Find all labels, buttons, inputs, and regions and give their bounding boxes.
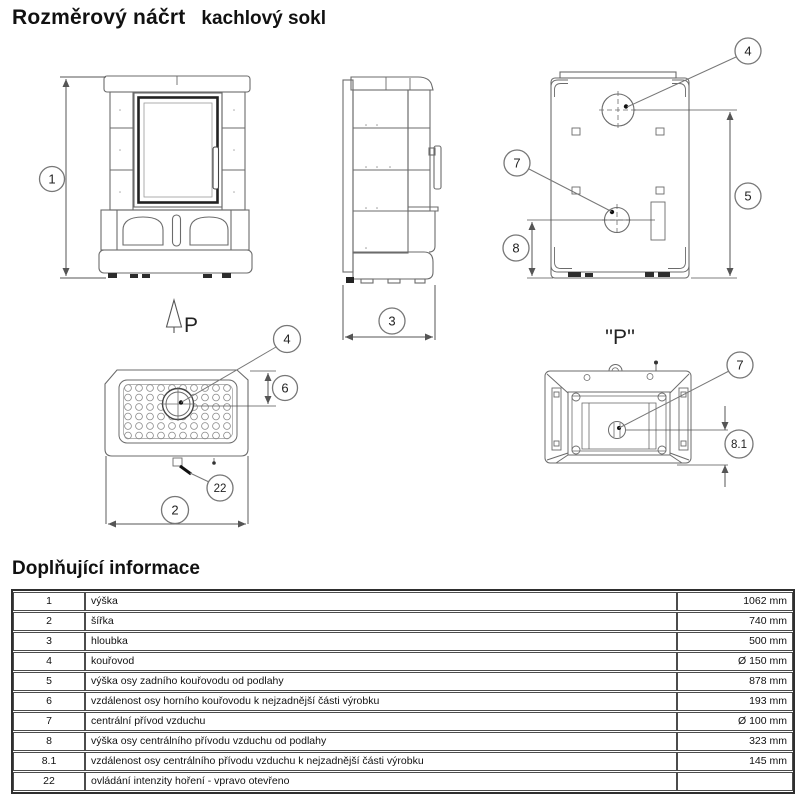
side-crown xyxy=(351,77,433,90)
row-num: 4 xyxy=(13,652,85,671)
intensity-control-knob xyxy=(173,458,182,466)
pin-from-below xyxy=(654,361,658,372)
row-desc: výška osy centrálního přívodu vzduchu od podlahy xyxy=(85,732,677,751)
flue-opening xyxy=(599,91,637,129)
row-desc: výška osy zadního kouřovodu od podlahy xyxy=(85,672,677,691)
side-view xyxy=(343,77,441,283)
row-value: Ø 150 mm xyxy=(677,652,793,671)
row-num: 1 xyxy=(13,592,85,611)
stove-body xyxy=(110,92,245,210)
info-table-wrapper xyxy=(11,589,795,794)
left-arch-panel xyxy=(123,217,163,245)
callout-7-rear xyxy=(504,150,530,176)
side-front-tiles xyxy=(408,90,430,211)
table-row xyxy=(13,772,793,791)
bottom-view-p xyxy=(545,361,691,464)
callout-8-1 xyxy=(725,430,753,458)
table-row xyxy=(13,612,793,631)
callout-7-bottom xyxy=(727,352,753,378)
row-desc: vzdálenost osy horního kouřovodu k nejzadnější části výrobku xyxy=(85,692,677,711)
side-base xyxy=(353,252,433,279)
svg-text:1: 1 xyxy=(48,171,56,187)
row-desc: hloubka xyxy=(85,632,677,651)
p-view-label: ''P'' xyxy=(604,326,636,349)
row-num: 22 xyxy=(13,772,85,791)
rear-crown-edge xyxy=(560,72,676,78)
row-num: 3 xyxy=(13,632,85,651)
leader-7 xyxy=(529,169,612,212)
rear-edge xyxy=(343,80,353,272)
svg-text:8: 8 xyxy=(512,240,520,256)
row-value: 740 mm xyxy=(677,612,793,631)
direction-label: P xyxy=(184,314,199,337)
row-num: 6 xyxy=(13,692,85,711)
door-handle xyxy=(213,147,219,189)
info-table xyxy=(13,591,793,792)
callout-8 xyxy=(503,235,529,261)
row-num: 8.1 xyxy=(13,752,85,771)
callout-6 xyxy=(273,376,298,401)
table-row xyxy=(13,652,793,671)
row-desc: kouřovod xyxy=(85,652,677,671)
row-num: 7 xyxy=(13,712,85,731)
flue-top xyxy=(161,387,195,421)
row-num: 8 xyxy=(13,732,85,751)
front-skirt xyxy=(556,455,682,463)
leader-22 xyxy=(190,473,209,482)
feet xyxy=(108,273,231,278)
callout-1 xyxy=(40,167,65,192)
table-row xyxy=(13,752,793,771)
table-row xyxy=(13,692,793,711)
svg-text:4: 4 xyxy=(744,43,752,59)
front-view xyxy=(99,76,252,278)
table-row xyxy=(13,592,793,611)
page-title: Rozměrový náčrt xyxy=(12,6,186,29)
rear-panel xyxy=(551,78,689,278)
row-value: 500 mm xyxy=(677,632,793,651)
fire-door xyxy=(134,93,222,207)
dimension-8-1 xyxy=(626,406,728,487)
dimension-1-height xyxy=(60,77,106,278)
center-slot xyxy=(173,215,181,246)
row-value: Ø 100 mm xyxy=(677,712,793,731)
row-value: 145 mm xyxy=(677,752,793,771)
table-row xyxy=(13,672,793,691)
row-desc: vzdálenost osy centrálního přívodu vzduchu k nejzadnější části výrobku xyxy=(85,752,677,771)
right-arch-panel xyxy=(190,217,228,245)
knob-pointer xyxy=(180,466,191,474)
svg-text:7: 7 xyxy=(513,155,521,171)
row-value xyxy=(677,772,793,791)
door-glass-frame xyxy=(139,98,218,203)
page-subtitle: kachlový sokl xyxy=(201,8,327,29)
ledge xyxy=(408,207,438,211)
row-value: 323 mm xyxy=(677,732,793,751)
table-row xyxy=(13,632,793,651)
row-desc: šířka xyxy=(85,612,677,631)
door-glass xyxy=(144,103,212,197)
mounting-holes xyxy=(572,128,664,194)
svg-text:7: 7 xyxy=(736,357,744,373)
svg-text:2: 2 xyxy=(171,502,179,518)
table-row xyxy=(13,732,793,751)
svg-text:6: 6 xyxy=(281,380,289,396)
row-value: 1062 mm xyxy=(677,592,793,611)
svg-text:4: 4 xyxy=(283,331,291,347)
row-num: 2 xyxy=(13,612,85,631)
callout-5 xyxy=(735,183,761,209)
row-value: 193 mm xyxy=(677,692,793,711)
section-title: Doplňující informace xyxy=(12,558,200,579)
rear-feet xyxy=(568,272,670,277)
callout-4-top xyxy=(274,326,301,353)
row-desc: centrální přívod vzduchu xyxy=(85,712,677,731)
dimension-8 xyxy=(527,220,655,278)
rear-view xyxy=(551,72,689,278)
row-num: 5 xyxy=(13,672,85,691)
callout-22 xyxy=(207,475,233,501)
corner-brackets xyxy=(551,80,689,272)
side-wall xyxy=(353,90,408,253)
svg-text:22: 22 xyxy=(213,483,227,495)
leader-7-bottom xyxy=(619,371,729,428)
row-desc: ovládání intenzity hoření - vpravo otevřeno xyxy=(85,772,677,791)
side-feet xyxy=(346,277,425,283)
front-lower-edge xyxy=(429,211,435,252)
row-desc: výška xyxy=(85,592,677,611)
svg-text:3: 3 xyxy=(388,313,396,329)
svg-text:5: 5 xyxy=(744,188,752,204)
air-inlet-bottom xyxy=(609,422,626,439)
small-pin xyxy=(212,458,216,465)
inner-frame xyxy=(568,392,670,455)
rear-slot xyxy=(651,202,665,240)
callout-3 xyxy=(379,308,405,334)
table-row xyxy=(13,712,793,731)
callout-4-rear xyxy=(735,38,761,64)
svg-text:8.1: 8.1 xyxy=(731,439,747,451)
base-slab xyxy=(99,250,252,273)
row-value: 878 mm xyxy=(677,672,793,691)
leader-4 xyxy=(627,57,736,107)
callout-2 xyxy=(162,497,189,524)
direction-arrow-p xyxy=(167,300,182,333)
